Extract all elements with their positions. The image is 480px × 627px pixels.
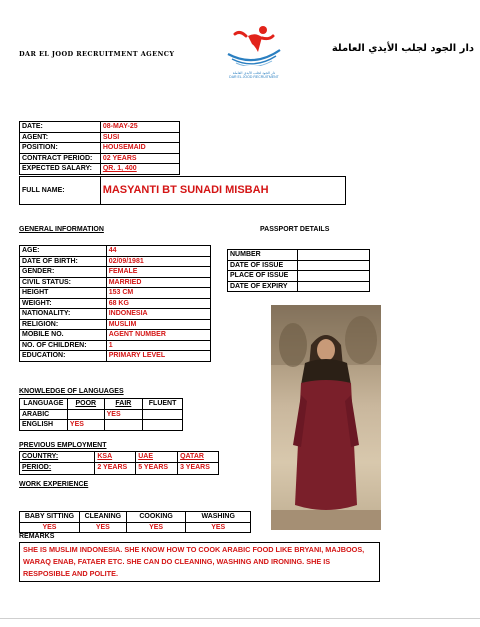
agency-name-english: DAR EL JOOD RECRUITMENT AGENCY (19, 50, 175, 58)
passport-value (297, 260, 369, 271)
skill-value: YES (20, 522, 80, 533)
skills-header-row (20, 512, 251, 523)
summary-row-expected-salary (20, 164, 180, 175)
general-value: 1 (106, 340, 210, 351)
passport-label: DATE OF EXPIRY (228, 281, 298, 292)
summary-row-date (20, 122, 180, 133)
summary-value: HOUSEMAID (100, 143, 179, 154)
general-value: 68 KG (106, 298, 210, 309)
general-row (20, 330, 211, 341)
employment-period: 2 YEARS (95, 462, 136, 474)
summary-row-contract-period (20, 153, 180, 164)
candidate-figure-icon (271, 305, 381, 530)
employment-country-row (20, 452, 219, 463)
skill-value: YES (186, 522, 251, 533)
agency-name-arabic: دار الجود لجلب الأيدي العاملة (331, 43, 474, 54)
passport-label: PLACE OF ISSUE (228, 271, 298, 282)
employment-period: 5 YEARS (136, 462, 178, 474)
languages-row (20, 420, 183, 431)
remarks-text: SHE IS MUSLIM INDONESIA. SHE KNOW HOW TO COOK ARABIC FOOD LIKE BRYANI, MAJBOOS, WARAQ ENAB, FATAER ETC. SHE CAN DO CLEANING, WASHING AND IRONING. SHE IS RESPOSIBLE AND POLITE. (19, 542, 380, 582)
language-poor (67, 409, 104, 420)
general-label: GENDER: (20, 267, 107, 278)
general-value: 02/09/1981 (106, 256, 210, 267)
summary-label: POSITION: (20, 143, 101, 154)
general-row (20, 351, 211, 362)
general-label: EDUCATION: (20, 351, 107, 362)
general-label: HEIGHT (20, 288, 107, 299)
language-fluent (143, 420, 183, 431)
logo-caption-arabic: دار الجود لجلب الأيدي العاملة (232, 71, 276, 75)
candidate-photo (271, 305, 381, 530)
skill-name: CLEANING (79, 512, 126, 523)
passport-value (297, 271, 369, 282)
general-row (20, 277, 211, 288)
employment-country: QATAR (178, 452, 219, 463)
logo-caption-english: DAR EL JOOD RECRUITMENT (229, 75, 279, 79)
general-row (20, 340, 211, 351)
general-label: DATE OF BIRTH: (20, 256, 107, 267)
summary-row-agent (20, 132, 180, 143)
general-row (20, 319, 211, 330)
general-label: CIVIL STATUS: (20, 277, 107, 288)
employment-country: KSA (95, 452, 136, 463)
general-value: PRIMARY LEVEL (106, 351, 210, 362)
language-fluent (143, 409, 183, 420)
language-fair: YES (104, 409, 143, 420)
employment-country-label: COUNTRY: (20, 452, 95, 463)
logo-mark-icon (222, 24, 286, 66)
general-row (20, 267, 211, 278)
general-label: AGE: (20, 246, 107, 257)
full-name-label: FULL NAME: (20, 177, 101, 205)
skill-name: BABY SITTING (20, 512, 80, 523)
general-row (20, 288, 211, 299)
passport-label: DATE OF ISSUE (228, 260, 298, 271)
languages-row (20, 409, 183, 420)
footer-divider (0, 618, 480, 619)
general-label: NATIONALITY: (20, 309, 107, 320)
agency-logo (222, 24, 286, 79)
general-label: NO. OF CHILDREN: (20, 340, 107, 351)
work-experience-title: WORK EXPERIENCE (19, 481, 89, 488)
language-poor: YES (67, 420, 104, 431)
languages-header: POOR (67, 399, 104, 410)
summary-value: 08-MAY-25 (100, 122, 179, 133)
skills-value-row (20, 522, 251, 533)
general-label: WEIGHT: (20, 298, 107, 309)
skill-value: YES (79, 522, 126, 533)
summary-table (19, 121, 180, 175)
full-name-table (19, 176, 346, 205)
previous-employment-title: PREVIOUS EMPLOYMENT (19, 442, 107, 449)
general-row (20, 298, 211, 309)
passport-value (297, 281, 369, 292)
languages-header: FAIR (104, 399, 143, 410)
passport-label: NUMBER (228, 250, 298, 261)
language-name: ENGLISH (20, 420, 68, 431)
passport-value (297, 250, 369, 261)
languages-header-row (20, 399, 183, 410)
languages-header: LANGUAGE (20, 399, 68, 410)
skill-name: COOKING (126, 512, 186, 523)
language-name: ARABIC (20, 409, 68, 420)
general-value: FEMALE (106, 267, 210, 278)
languages-header: FLUENT (143, 399, 183, 410)
general-label: RELIGION: (20, 319, 107, 330)
general-value: 153 CM (106, 288, 210, 299)
summary-value: 02 YEARS (100, 153, 179, 164)
summary-label: AGENT: (20, 132, 101, 143)
employment-period-label: PERIOD: (20, 462, 95, 474)
languages-title: KNOWLEDGE OF LANGUAGES (19, 388, 124, 395)
passport-table (227, 249, 370, 292)
languages-table (19, 398, 183, 431)
general-value: INDONESIA (106, 309, 210, 320)
general-label: MOBILE NO. (20, 330, 107, 341)
summary-label: CONTRACT PERIOD: (20, 153, 101, 164)
summary-row-position (20, 143, 180, 154)
employment-period-row (20, 462, 219, 474)
general-value: AGENT NUMBER (106, 330, 210, 341)
language-fair (104, 420, 143, 431)
general-value: 44 (106, 246, 210, 257)
general-information-title: GENERAL INFORMATION (19, 226, 104, 233)
employment-table (19, 451, 219, 475)
remarks-title: REMARKS (19, 533, 55, 540)
summary-label: EXPECTED SALARY: (20, 164, 101, 175)
summary-value: QR. 1, 400 (100, 164, 179, 175)
employment-country: UAE (136, 452, 178, 463)
general-row (20, 246, 211, 257)
general-row (20, 256, 211, 267)
skill-value: YES (126, 522, 186, 533)
general-value: MARRIED (106, 277, 210, 288)
general-row (20, 309, 211, 320)
summary-label: DATE: (20, 122, 101, 133)
work-experience-table (19, 511, 251, 533)
summary-value: SUSI (100, 132, 179, 143)
general-info-table (19, 245, 211, 362)
full-name-value: MASYANTI BT SUNADI MISBAH (100, 177, 345, 205)
passport-details-title: PASSPORT DETAILS (260, 226, 330, 233)
skill-name: WASHING (186, 512, 251, 523)
employment-period: 3 YEARS (178, 462, 219, 474)
general-value: MUSLIM (106, 319, 210, 330)
